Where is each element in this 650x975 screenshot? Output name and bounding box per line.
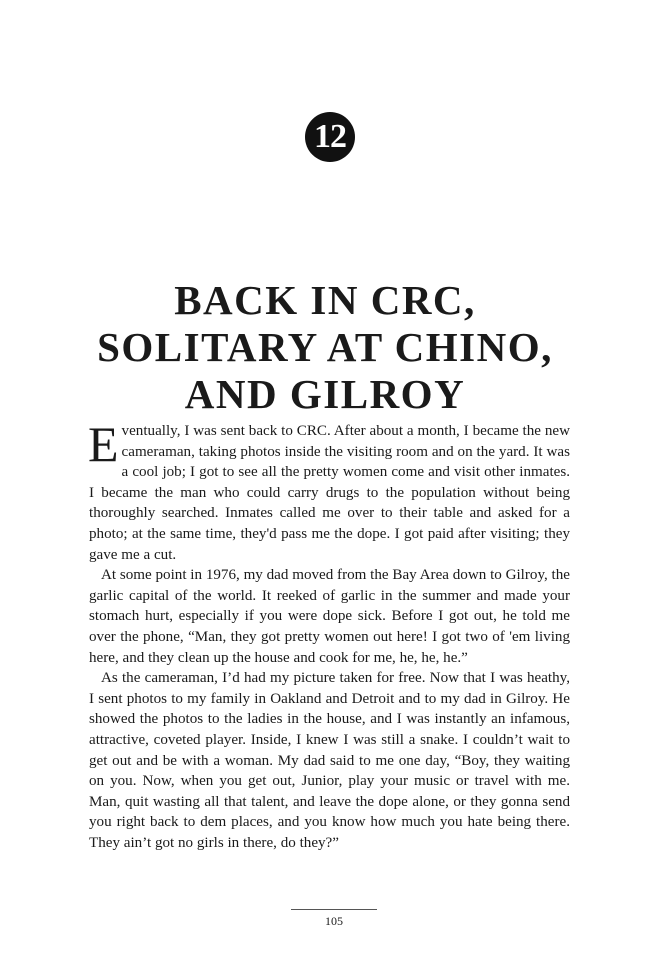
- chapter-title-line: SOLITARY AT CHINO,: [97, 324, 553, 371]
- footer-rule: [291, 909, 377, 910]
- page-number: 105: [325, 914, 343, 928]
- body-paragraph: [88, 416, 570, 565]
- chapter-title-line: AND GILROY: [184, 371, 466, 418]
- chapter-body: [88, 416, 570, 853]
- chapter-title-line: BACK IN CRC,: [174, 277, 476, 324]
- drop-cap: E: [88, 416, 119, 472]
- chapter-number-badge: 12: [305, 112, 355, 162]
- body-paragraph: At some point in 1976, my dad moved from the Bay Area down to Gilroy, the garlic capital of the world. It reeked of garlic in the summer and made your stomach hurt, especially if you were dope sick. Before I got out, he told me over the phone, “Man, they got pretty women out here! I got two of 'em living here, and they clean up the house and cook for me, he, he, he.”: [89, 567, 570, 666]
- paragraph-text: ventually, I was sent back to CRC. After about a month, I became the new cameraman, taking photos inside the visiting room and on the yard. It was a cool job; I got to see all the pretty women come and visit other inmates. I became the man who could carry drugs to the population without being thoroughly searched. Inmates called me over to their table and asked for a photo; at the same time, they'd pass me the dope. I got paid after visiting; they gave me a cut.: [89, 423, 570, 563]
- chapter-title: [40, 277, 610, 418]
- body-paragraph: As the cameraman, I’d had my picture taken for free. Now that I was heathy, I sent photos to my family in Oakland and Detroit and to my dad in Gilroy. He showed the photos to the ladies in the house, and I was instantly an infamous, attractive, coveted player. Inside, I knew I was still a snake. I couldn’t wait to get out and be with a woman. My dad said to me one day, “Boy, they waiting on you. Now, when you get out, Junior, play your music or travel with me. Man, quit wasting all that talent, and leave the dope alone, or they gonna send you right back to dem places, and you know how much you hate being there. They ain’t got no girls in there, do they?”: [89, 670, 570, 851]
